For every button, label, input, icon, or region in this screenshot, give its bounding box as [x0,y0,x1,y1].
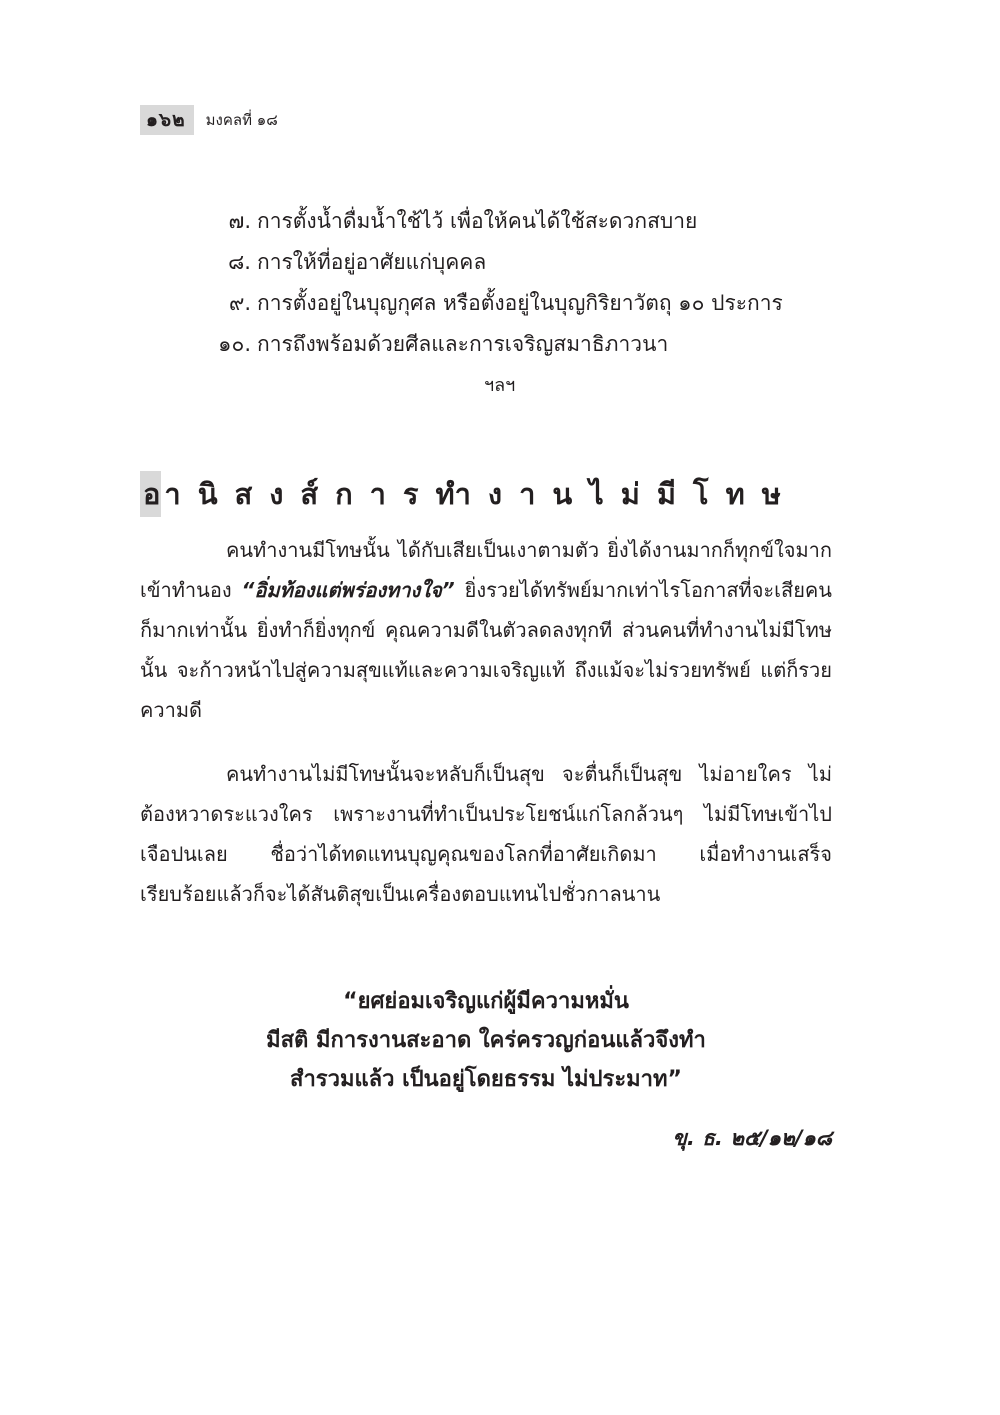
paragraph-1-quote: “อิ่มท้องแต่พร่องทางใจ” [241,578,455,602]
list-item-number: ๑๐. [218,332,251,356]
list-item-number: ๙. [228,291,251,315]
list-item-text: การให้ที่อยู่อาศัยแก่บุคคล [257,250,487,274]
list-item-text: การตั้งอยู่ในบุญกุศล หรือตั้งอยู่ในบุญกิริยาวัตถุ ๑๐ ประการ [257,291,783,315]
paragraph-2 [140,754,832,914]
paragraph-2-text: คนทำงานไม่มีโทษนั้นจะหลับก็เป็นสุข จะตื่นก็เป็นสุข ไม่อายใคร ไม่ต้องหวาดระแวงใคร เพราะงานที่ทำเป็นประโยชน์แก่โลกล้วนๆ ไม่มีโทษเข้าไปเจือปนเลย ชื่อว่าได้ทดแทนบุญคุณของโลกที่อาศัยเกิดมา เมื่อทำงานเสร็จเรียบร้อยแล้วก็จะได้สันติสุขเป็นเครื่องตอบแทนไปชั่วกาลนาน [140,762,832,906]
section-heading-initial: อ [140,471,161,517]
quote-line: “ยศย่อมเจริญแก่ผู้มีความหมั่น [343,989,629,1014]
quote-reference: ขุ. ธ. ๒๕/๑๒/๑๘ [672,1126,832,1150]
section-heading [140,474,798,514]
paragraph-1-text-b: ยิ่งรวยได้ทรัพย์มากเท่าไรโอกาสที่จะเสียคนก็มากเท่านั้น ยิ่งทำก็ยิ่งทุกข์ คุณความดีในตัวลดลงทุกที ส่วนคนที่ทำงานไม่มีโทษนั้น จะก้าวหน้าไปสู่ความสุขแท้และความเจริญแท้ ถึงแม้จะไม่รวยทรัพย์ แต่ก็รวยความดี [140,578,832,722]
quote-line: สำรวมแล้ว เป็นอยู่โดยธรรม ไม่ประมาท” [290,1067,682,1092]
quote-line: มีสติ มีการงานสะอาด ใคร่ครวญก่อนแล้วจึงทำ [266,1028,706,1053]
page-header [140,104,278,136]
paragraph-1-text-a: คนทำงานมีโทษนั้น ได้กับเสียเป็นเงาตามตัว ยิ่งได้งานมากก็ทุกข์ใจมาก เข้าทำนอง [140,538,832,602]
list-item-text: การตั้งน้ำดื่มน้ำใช้ไว้ เพื่อให้คนได้ใช้สะดวกสบาย [257,209,698,233]
paragraph-1 [140,530,832,730]
page-number: ๑๖๒ [140,105,194,135]
list-item-number: ๗. [228,209,251,233]
list-item [200,201,840,242]
list-end-mark: ฯลฯ [484,375,516,396]
list-item-number: ๘. [228,250,251,274]
benefit-list [200,201,840,365]
dhamma-quote [140,982,832,1099]
list-item [200,242,840,283]
list-item [200,283,840,324]
chapter-title: มงคลที่ ๑๘ [205,111,278,129]
section-heading-text: านิสงส์การทำงานไม่มีโทษ [164,477,798,511]
list-item [200,324,840,365]
list-item-text: การถึงพร้อมด้วยศีลและการเจริญสมาธิภาวนา [257,332,669,356]
